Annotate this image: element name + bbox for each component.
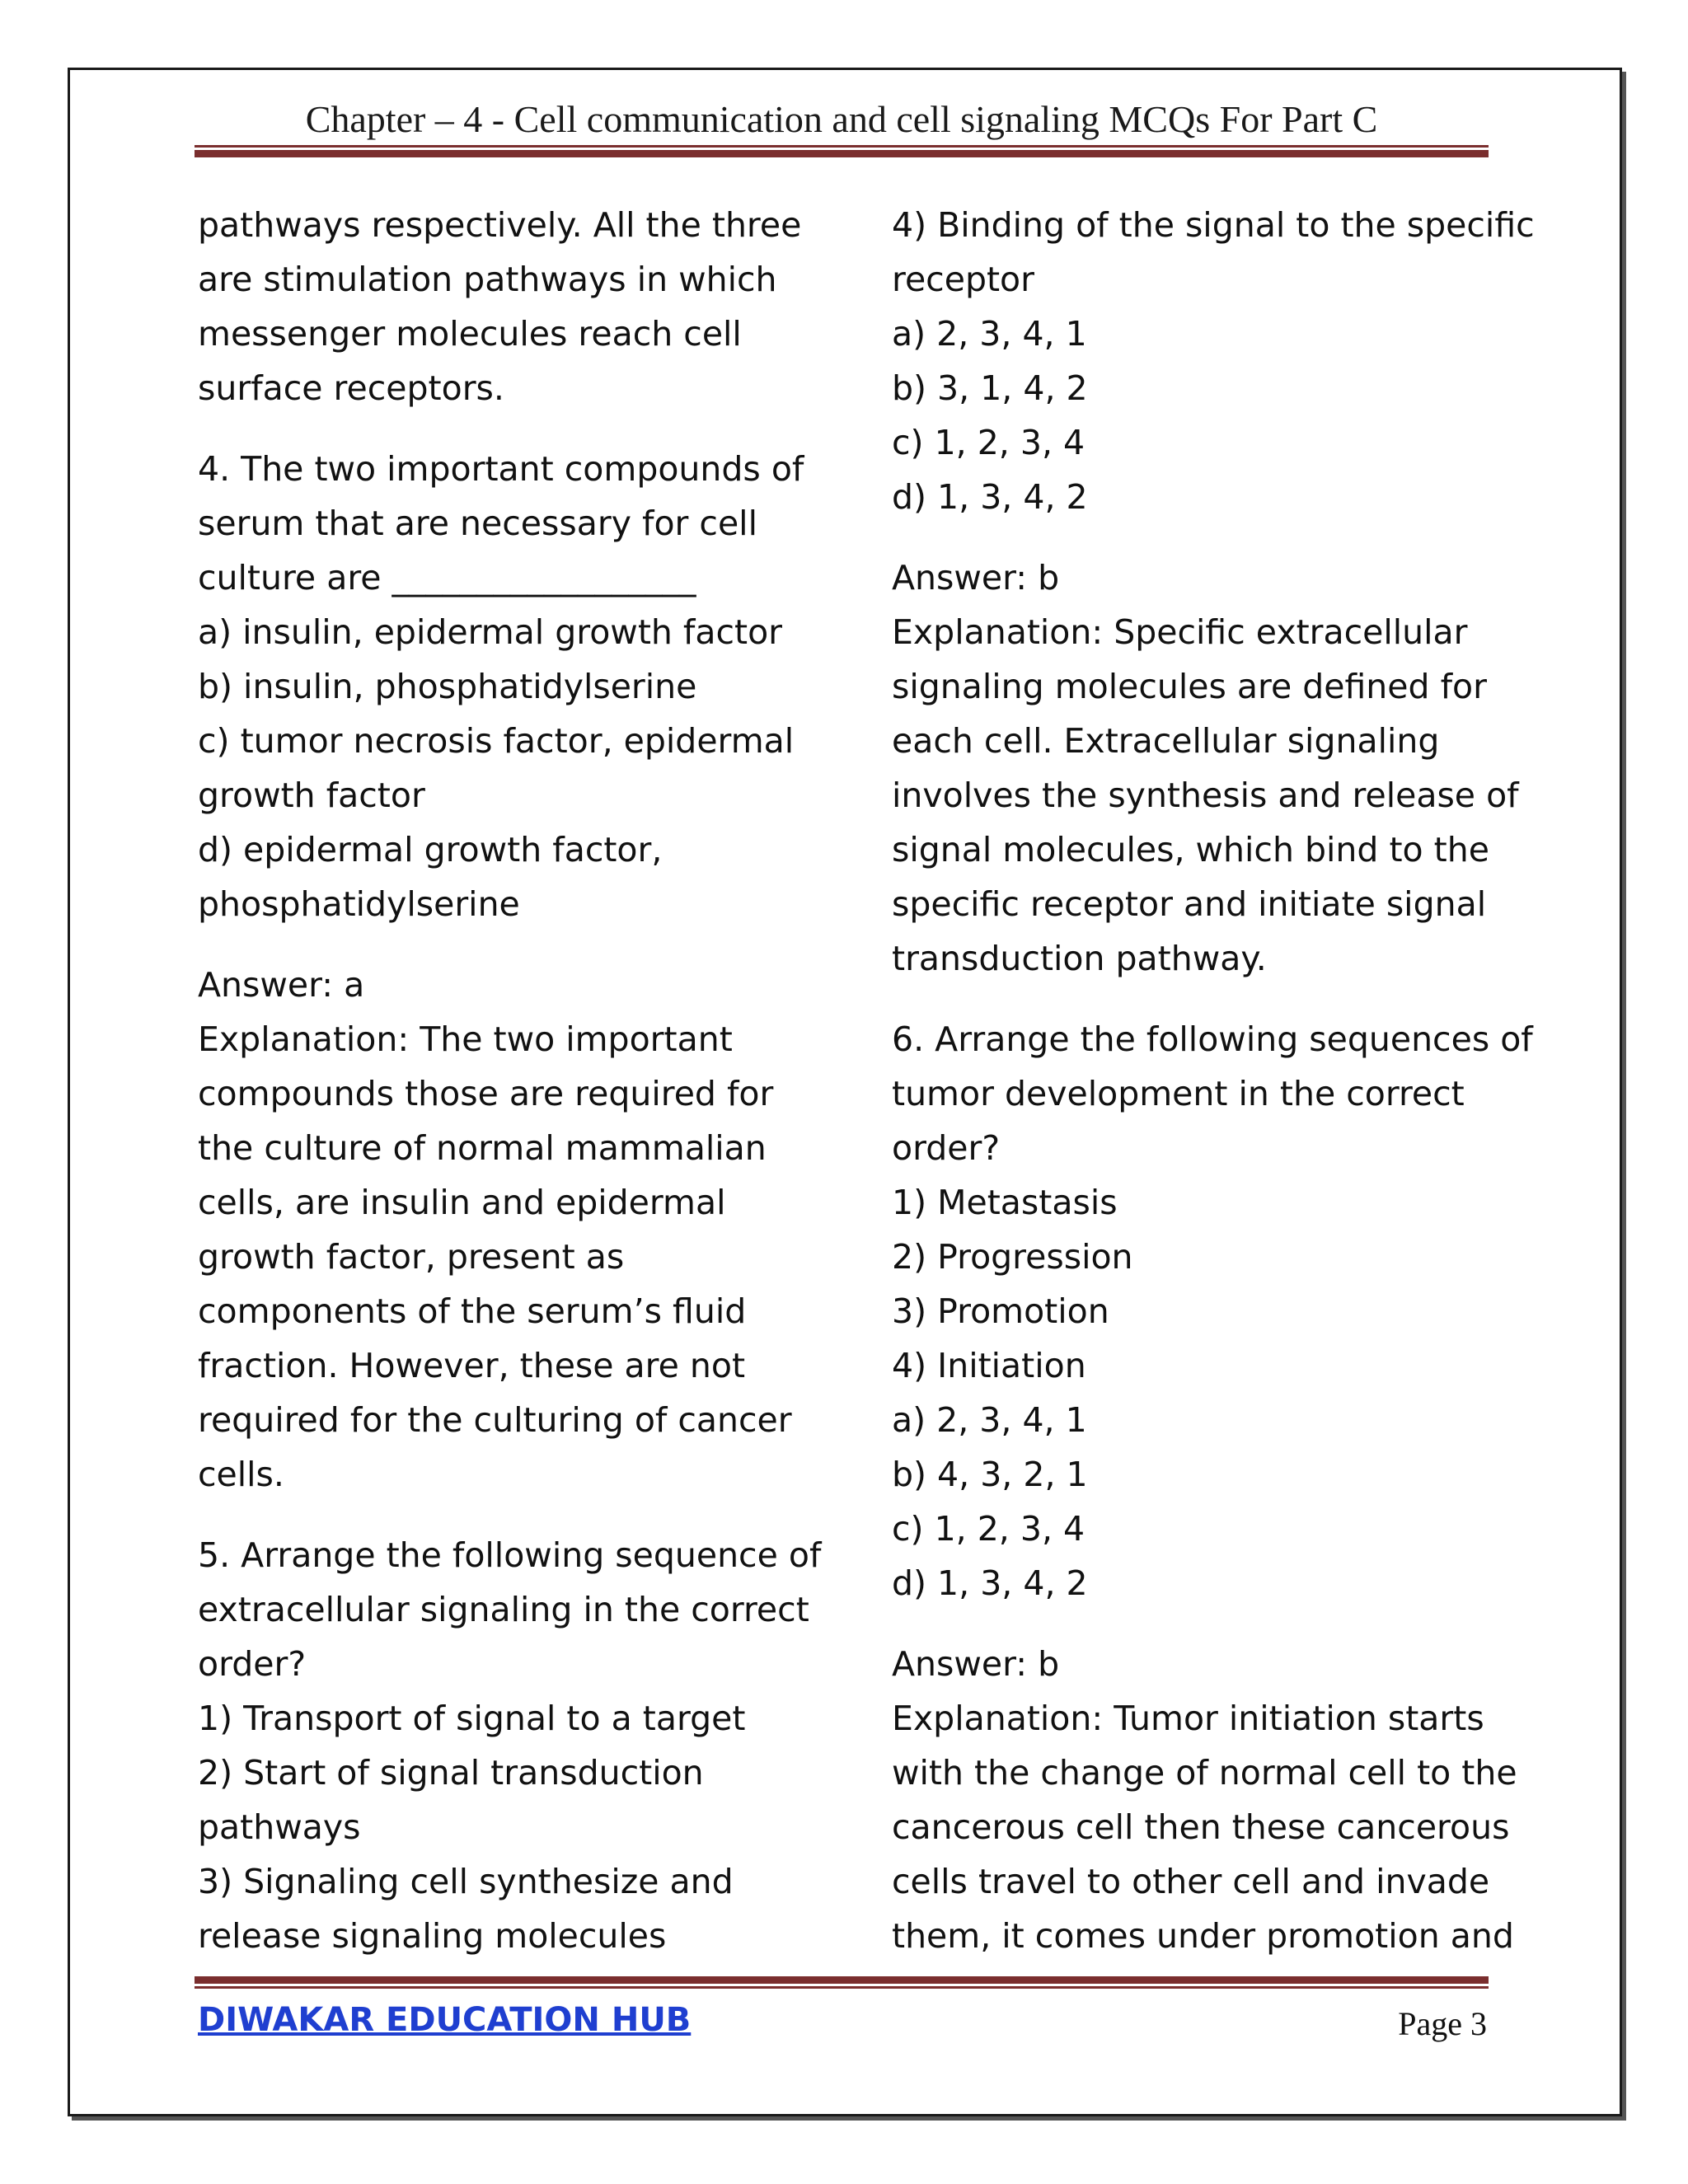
option-b: b) 3, 1, 4, 2 (892, 368, 1088, 408)
option-d: d) 1, 3, 4, 2 (892, 477, 1088, 517)
answer-5 (892, 551, 1519, 986)
intro-paragraph (198, 198, 802, 415)
text-line: pathways respectively. All the three (198, 205, 802, 245)
left-column (198, 198, 822, 1963)
option-a: a) 2, 3, 4, 1 (892, 314, 1087, 354)
explanation-line: signal molecules, which bind to the (892, 830, 1489, 869)
sequence-item: release signaling molecules (198, 1916, 667, 1956)
explanation-line: with the change of normal cell to the (892, 1753, 1517, 1793)
explanation-line: components of the serum’s fluid (198, 1291, 747, 1331)
explanation-line: Explanation: Specific extracellular (892, 612, 1468, 652)
sequence-item: 1) Transport of signal to a target (198, 1699, 746, 1738)
answer-6 (892, 1637, 1517, 1963)
footer-rule (195, 1976, 1489, 1989)
explanation-line: involves the synthesis and release of (892, 776, 1519, 815)
explanation-line: signaling molecules are defined for (892, 667, 1487, 706)
question-5 (198, 1528, 822, 1963)
option-d: d) epidermal growth factor, (198, 830, 663, 869)
option-b: b) 4, 3, 2, 1 (892, 1455, 1088, 1494)
option-a: a) insulin, epidermal growth factor (198, 612, 783, 652)
sequence-item: receptor (892, 260, 1034, 299)
footer-brand-link[interactable]: DIWAKAR EDUCATION HUB (198, 2001, 692, 2039)
explanation-line: required for the culturing of cancer (198, 1400, 792, 1440)
explanation-line: specific receptor and initiate signal (892, 884, 1487, 924)
explanation-line: them, it comes under promotion and (892, 1916, 1514, 1956)
question-text: extracellular signaling in the correct (198, 1590, 809, 1629)
question-text: 6. Arrange the following sequences of (892, 1019, 1533, 1059)
sequence-item: 4) Initiation (892, 1346, 1086, 1385)
explanation-line: cells, are insulin and epidermal (198, 1183, 726, 1222)
sequence-item: 3) Promotion (892, 1291, 1109, 1331)
question-6 (892, 1012, 1533, 1610)
answer-text: Answer: b (892, 1644, 1060, 1684)
text-line: are stimulation pathways in which (198, 260, 777, 299)
option-c: c) 1, 2, 3, 4 (892, 423, 1085, 462)
option-c: c) tumor necrosis factor, epidermal (198, 721, 795, 761)
option-d: phosphatidylserine (198, 884, 520, 924)
question-text: 5. Arrange the following sequence of (198, 1535, 822, 1575)
explanation-line: Explanation: The two important (198, 1019, 733, 1059)
explanation-line: compounds those are required for (198, 1074, 774, 1113)
option-c: growth factor (198, 776, 425, 815)
option-a: a) 2, 3, 4, 1 (892, 1400, 1087, 1440)
sequence-item: pathways (198, 1807, 361, 1847)
explanation-line: the culture of normal mammalian (198, 1128, 767, 1168)
explanation-line: growth factor, present as (198, 1237, 625, 1277)
explanation-line: cancerous cell then these cancerous (892, 1807, 1510, 1847)
explanation-line: transduction pathway. (892, 939, 1267, 978)
question-text: 4. The two important compounds of (198, 449, 804, 489)
question-text: order? (198, 1644, 307, 1684)
question-4 (198, 442, 804, 931)
text-line: messenger molecules reach cell (198, 314, 742, 354)
sequence-item: 4) Binding of the signal to the specific (892, 205, 1535, 245)
explanation-line: Explanation: Tumor initiation starts (892, 1699, 1484, 1738)
sequence-item: 3) Signaling cell synthesize and (198, 1862, 734, 1901)
answer-text: Answer: b (892, 558, 1060, 598)
explanation-line: cells travel to other cell and invade (892, 1862, 1490, 1901)
text-line: surface receptors. (198, 368, 504, 408)
question-text: tumor development in the correct (892, 1074, 1465, 1113)
page-header-title: Chapter – 4 - Cell communication and cell signaling MCQs For Part C (305, 98, 1378, 140)
option-c: c) 1, 2, 3, 4 (892, 1509, 1085, 1549)
question-text: culture are __________________ (198, 558, 696, 598)
question-text: order? (892, 1128, 1001, 1168)
right-column (892, 198, 1535, 1963)
option-b: b) insulin, phosphatidylserine (198, 667, 697, 706)
question-5-continued (892, 198, 1535, 524)
sequence-item: 2) Start of signal transduction (198, 1753, 704, 1793)
option-d: d) 1, 3, 4, 2 (892, 1563, 1088, 1603)
question-text: serum that are necessary for cell (198, 504, 757, 543)
sequence-item: 1) Metastasis (892, 1183, 1118, 1222)
sequence-item: 2) Progression (892, 1237, 1133, 1277)
explanation-line: each cell. Extracellular signaling (892, 721, 1440, 761)
explanation-line: fraction. However, these are not (198, 1346, 746, 1385)
explanation-line: cells. (198, 1455, 284, 1494)
header-rule (195, 145, 1489, 157)
answer-text: Answer: a (198, 965, 365, 1005)
page-number: Page 3 (1398, 2005, 1487, 2042)
answer-4 (198, 958, 799, 1502)
